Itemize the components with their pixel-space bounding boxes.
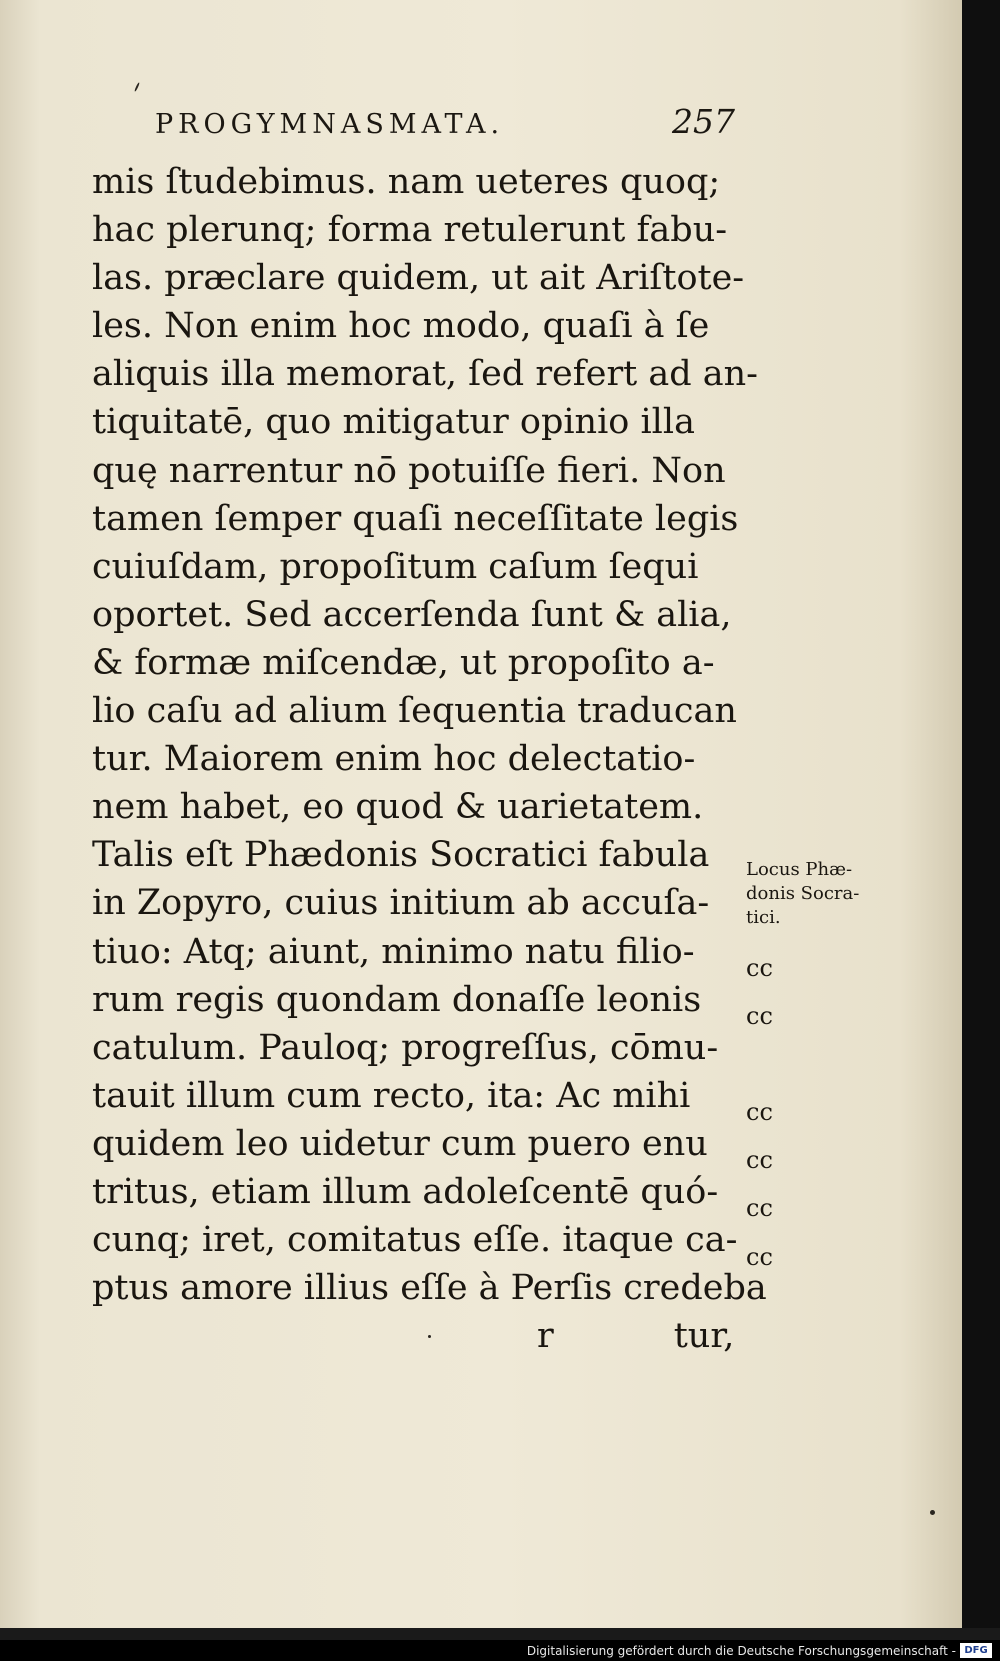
- text-line: nem habet, eo quod & uarietatem.: [92, 787, 704, 828]
- paper-speck: [930, 1510, 935, 1515]
- dfg-logo: DFG: [960, 1643, 992, 1658]
- body-text: [92, 158, 767, 1360]
- marginal-note-line: tici.: [746, 907, 781, 928]
- text-line: cunq; iret, comitatus eſſe. itaque ca-: [92, 1220, 738, 1261]
- text-line: las. præclare quidem, ut ait Ariſtote-: [92, 258, 745, 299]
- text-line: les. Non enim hoc modo, quaſi à ſe: [92, 306, 710, 347]
- text-line: ptus amore illius eſſe à Perſis credeba: [92, 1268, 767, 1309]
- running-head: [155, 102, 735, 146]
- marginal-note: [746, 858, 906, 930]
- text-line: tamen ſemper quaſi neceſſitate legis: [92, 498, 739, 539]
- running-head-title: PROGYMNASMATA.: [155, 109, 505, 140]
- quotation-marks-column: [746, 944, 786, 1281]
- text-line: in Zopyro, cuius initium ab accuſa-: [92, 883, 710, 924]
- text-line: tur. Maiorem enim hoc delectatio-: [92, 739, 696, 780]
- paper-speck: [428, 1335, 431, 1338]
- footer-credit: Digitalisierung gefördert durch die Deutsche Forschungsgemeinschaft -: [526, 1644, 956, 1658]
- page-edge-shadow: [962, 0, 1000, 1628]
- quotation-mark: cc: [746, 1194, 773, 1223]
- quotation-mark: cc: [746, 1002, 773, 1031]
- signature-line: [92, 1312, 740, 1360]
- marginal-note-line: Locus Phæ-: [746, 859, 853, 880]
- marginal-note-line: donis Socra-: [746, 883, 860, 904]
- text-line: rum regis quondam donaſſe leonis: [92, 979, 702, 1020]
- text-line: lio caſu ad alium ſequentia traducan: [92, 691, 737, 732]
- quotation-mark: cc: [746, 1146, 773, 1175]
- catchword: tur,: [673, 1316, 735, 1357]
- text-line: quidem leo uidetur cum puero enu: [92, 1123, 708, 1164]
- text-line: quę narrentur nō potuiſſe fieri. Non: [92, 450, 726, 491]
- text-line: Talis eſt Phædonis Socratici fabula: [92, 835, 710, 876]
- text-line: mis ſtudebimus. nam ueteres quoq;: [92, 162, 721, 202]
- text-line: catulum. Pauloq; progreſſus, cōmu-: [92, 1027, 719, 1068]
- text-line: tauit illum cum recto, ita: Ac mihi: [92, 1075, 691, 1116]
- quotation-mark: cc: [746, 1242, 773, 1271]
- text-line: aliquis illa memorat, ſed refert ad an-: [92, 354, 758, 395]
- text-line: tritus, etiam illum adoleſcentē quó-: [92, 1171, 719, 1212]
- signature-mark: r: [537, 1316, 554, 1357]
- quotation-mark: cc: [746, 1098, 773, 1127]
- text-line: hac plerunq; forma retulerunt fabu-: [92, 210, 728, 251]
- text-line: tiuo: Atq; aiunt, minimo natu filio-: [92, 931, 695, 972]
- text-line: oportet. Sed accerſenda ſunt & alia,: [92, 594, 732, 635]
- text-line: & formæ miſcendæ, ut propoſito a-: [92, 642, 715, 683]
- quotation-mark: cc: [746, 954, 773, 982]
- text-line: tiquitatē, quo mitigatur opinio illa: [92, 402, 695, 443]
- text-line: cuiuſdam, propoſitum caſum ſequi: [92, 546, 699, 587]
- page-number: 257: [672, 102, 735, 141]
